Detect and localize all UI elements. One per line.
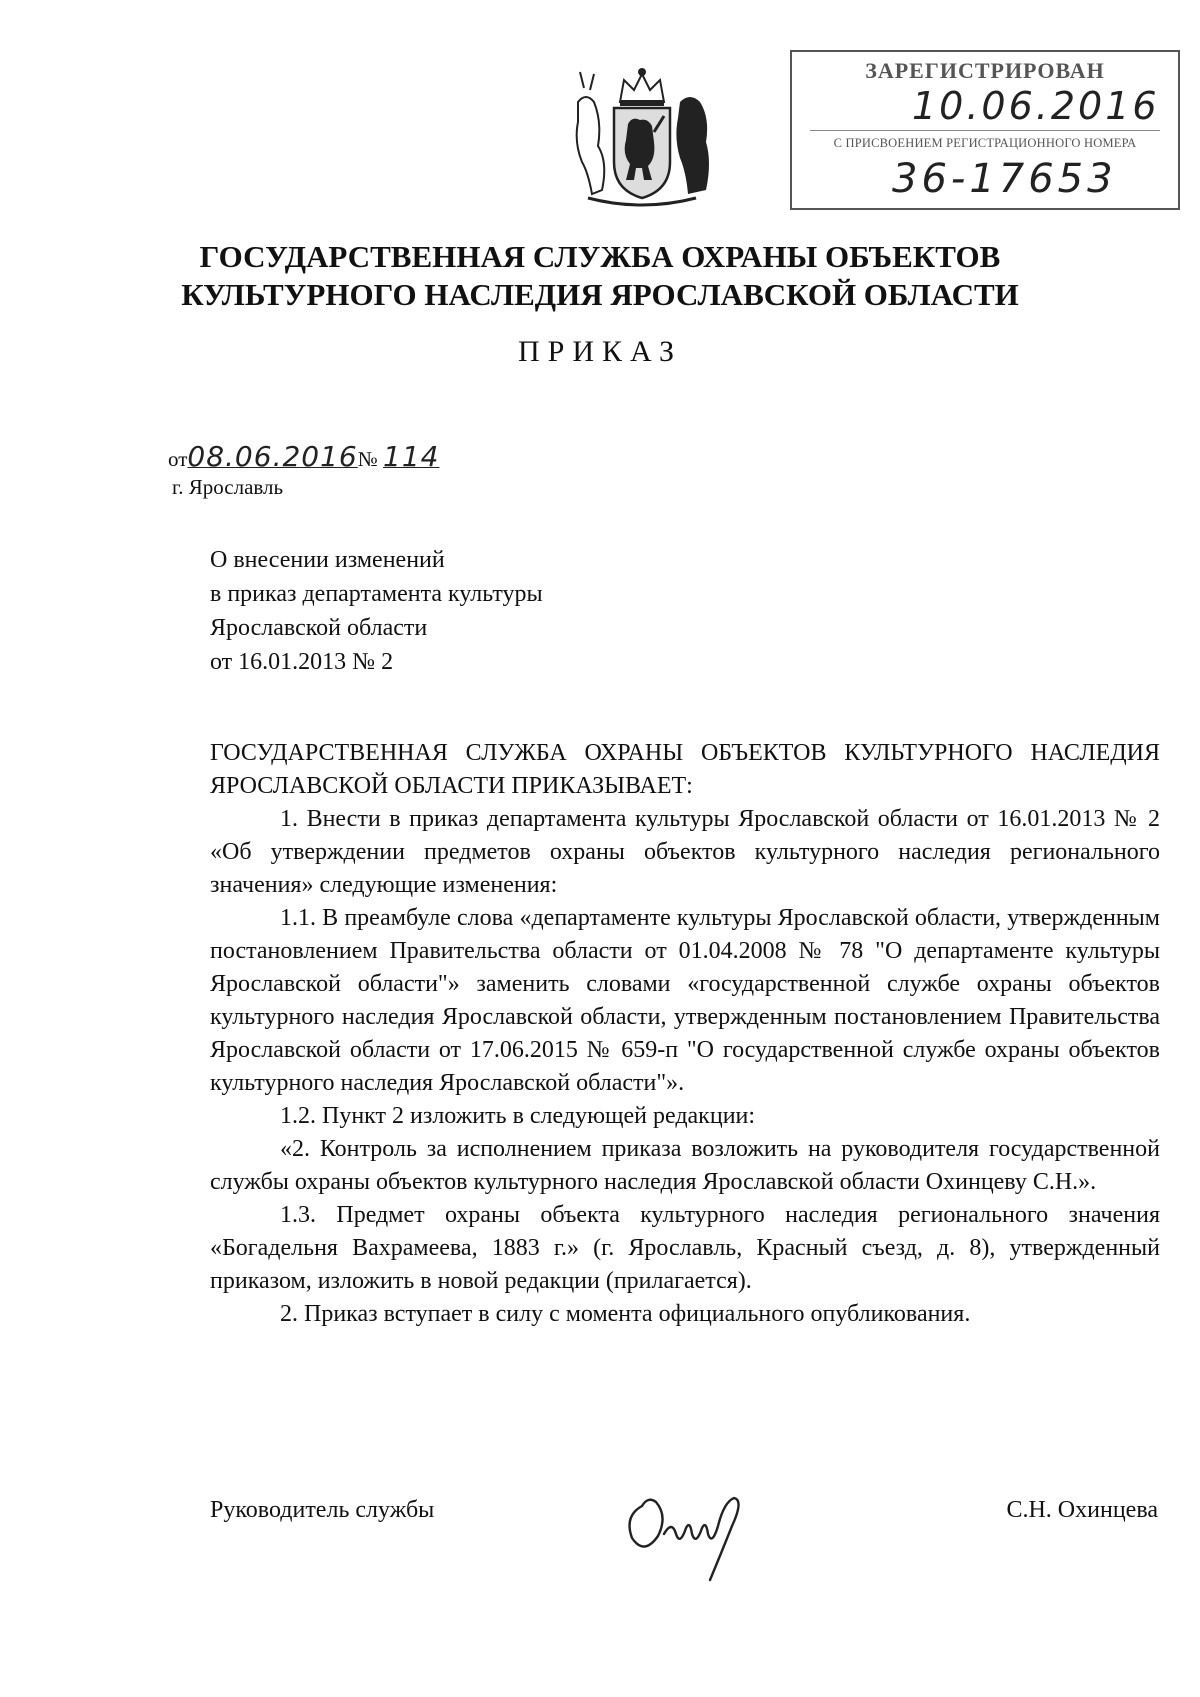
subject-line: от 16.01.2013 № 2 xyxy=(210,649,394,675)
stamp-subtitle: С ПРИСВОЕНИЕМ РЕГИСТРАЦИОННОГО НОМЕРА xyxy=(833,136,1137,150)
document-date-number xyxy=(168,440,439,473)
body-paragraph-1-3: 1.3. Предмет охраны объекта культурного наследия регионального значения «Богадельня Вахрамеева, 1883 г.» (г. Ярославль, Красный съезд, д. 8), утвержденный приказом, изложить в новой редакции (прилагается). xyxy=(210,1202,1160,1294)
signatory-name: С.Н. Охинцева xyxy=(1006,1497,1158,1523)
body-paragraph-1-2-quote: «2. Контроль за исполнением приказа возложить на руководителя государственной службы охраны объектов культурного наследия Ярославской области Охинцеву С.Н.». xyxy=(210,1136,1160,1195)
stamp-handwritten-number: 36-17653 xyxy=(892,156,1117,202)
subject-line: Ярославской области xyxy=(210,615,428,641)
handwritten-signature xyxy=(614,1476,764,1586)
coat-of-arms-icon xyxy=(568,62,716,212)
body-paragraph-1-2: 1.2. Пункт 2 изложить в следующей редакции: xyxy=(280,1103,756,1129)
body-paragraph-1-1: 1.1. В преамбуле слова «департаменте культуры Ярославской области, утвержденным постановлением Правительства области от 01.04.2008 № 78 "О департаменте культуры Ярославской области"» заменить словами «государственной службе охраны объектов культурного наследия Ярославской области, утвержденным постановлением Правительства Ярославской области от 17.06.2015 № 659-п "О государственной службе охраны объектов культурного наследия Ярославской области"». xyxy=(210,905,1160,1096)
document-date: 08.06.2016 xyxy=(187,440,358,473)
document-number: 114 xyxy=(383,440,440,473)
stamp-divider xyxy=(810,130,1160,131)
stamp-handwritten-date: 10.06.2016 xyxy=(912,84,1160,128)
stamp-title: ЗАРЕГИСТРИРОВАН xyxy=(865,58,1105,83)
body-paragraph-2: 2. Приказ вступает в силу с момента официального опубликования. xyxy=(280,1301,971,1327)
body-paragraph-1: 1. Внести в приказ департамента культуры Ярославской области от 16.01.2013 № 2 «Об утверждении предметов охраны объектов культурного наследия регионального значения» следующие изменения: xyxy=(210,806,1160,898)
organization-name-line-2: КУЛЬТУРНОГО НАСЛЕДИЯ ЯРОСЛАВСКОЙ ОБЛАСТИ xyxy=(181,277,1019,312)
subject-line: в приказ департамента культуры xyxy=(210,581,543,607)
document-subject xyxy=(210,543,543,679)
subject-line: О внесении изменений xyxy=(210,547,445,573)
registration-stamp xyxy=(790,50,1180,210)
document-body xyxy=(210,737,1160,1331)
signatory-role: Руководитель службы xyxy=(210,1497,435,1523)
organization-name-line-1: ГОСУДАРСТВЕННАЯ СЛУЖБА ОХРАНЫ ОБЪЕКТОВ xyxy=(199,239,1001,274)
date-prefix: от xyxy=(168,447,188,471)
document-city: г. Ярославль xyxy=(172,475,284,499)
document-type: ПРИКАЗ xyxy=(518,335,682,368)
body-intro: ГОСУДАРСТВЕННАЯ СЛУЖБА ОХРАНЫ ОБЪЕКТОВ КУЛЬТУРНОГО НАСЛЕДИЯ ЯРОСЛАВСКОЙ ОБЛАСТИ ПРИКАЗЫВАЕТ: xyxy=(210,740,1160,799)
number-prefix: № xyxy=(357,447,378,471)
organization-name xyxy=(0,238,1200,314)
